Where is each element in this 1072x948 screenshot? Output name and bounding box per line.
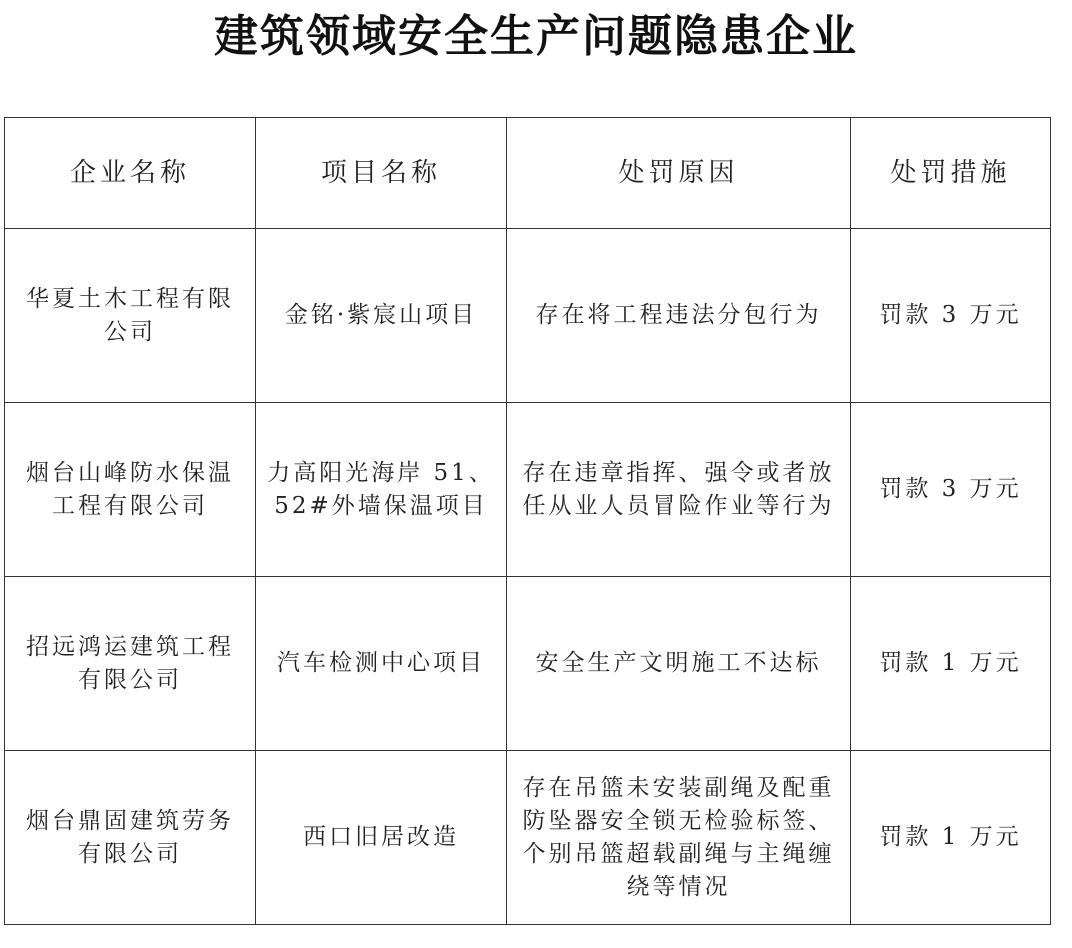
page-title: 建筑领域安全生产问题隐患企业 xyxy=(214,11,858,62)
table-row xyxy=(5,751,1051,925)
table-row xyxy=(5,577,1051,751)
cell-reason: 安全生产文明施工不达标 xyxy=(507,577,851,751)
cell-company: 烟台鼎固建筑劳务有限公司 xyxy=(5,751,256,925)
header-reason: 处罚原因 xyxy=(507,118,851,229)
cell-penalty: 罚款 3 万元 xyxy=(851,229,1051,403)
header-penalty: 处罚措施 xyxy=(851,118,1051,229)
cell-penalty: 罚款 3 万元 xyxy=(851,403,1051,577)
cell-project: 汽车检测中心项目 xyxy=(256,577,507,751)
table-row xyxy=(5,403,1051,577)
table-header-row xyxy=(5,118,1051,229)
cell-project: 力高阳光海岸 51、52#外墙保温项目 xyxy=(256,403,507,577)
cell-penalty: 罚款 1 万元 xyxy=(851,751,1051,925)
cell-reason: 存在吊篮未安装副绳及配重防坠器安全锁无检验标签、个别吊篮超载副绳与主绳缠绕等情况 xyxy=(507,751,851,925)
cell-reason: 存在将工程违法分包行为 xyxy=(507,229,851,403)
table-row xyxy=(5,229,1051,403)
header-project: 项目名称 xyxy=(256,118,507,229)
cell-project: 金铭·紫宸山项目 xyxy=(256,229,507,403)
cell-company: 烟台山峰防水保温工程有限公司 xyxy=(5,403,256,577)
cell-penalty: 罚款 1 万元 xyxy=(851,577,1051,751)
cell-reason: 存在违章指挥、强令或者放任从业人员冒险作业等行为 xyxy=(507,403,851,577)
penalty-table xyxy=(4,117,1051,925)
cell-project: 西口旧居改造 xyxy=(256,751,507,925)
cell-company: 招远鸿运建筑工程有限公司 xyxy=(5,577,256,751)
cell-company: 华夏土木工程有限公司 xyxy=(5,229,256,403)
header-company: 企业名称 xyxy=(5,118,256,229)
